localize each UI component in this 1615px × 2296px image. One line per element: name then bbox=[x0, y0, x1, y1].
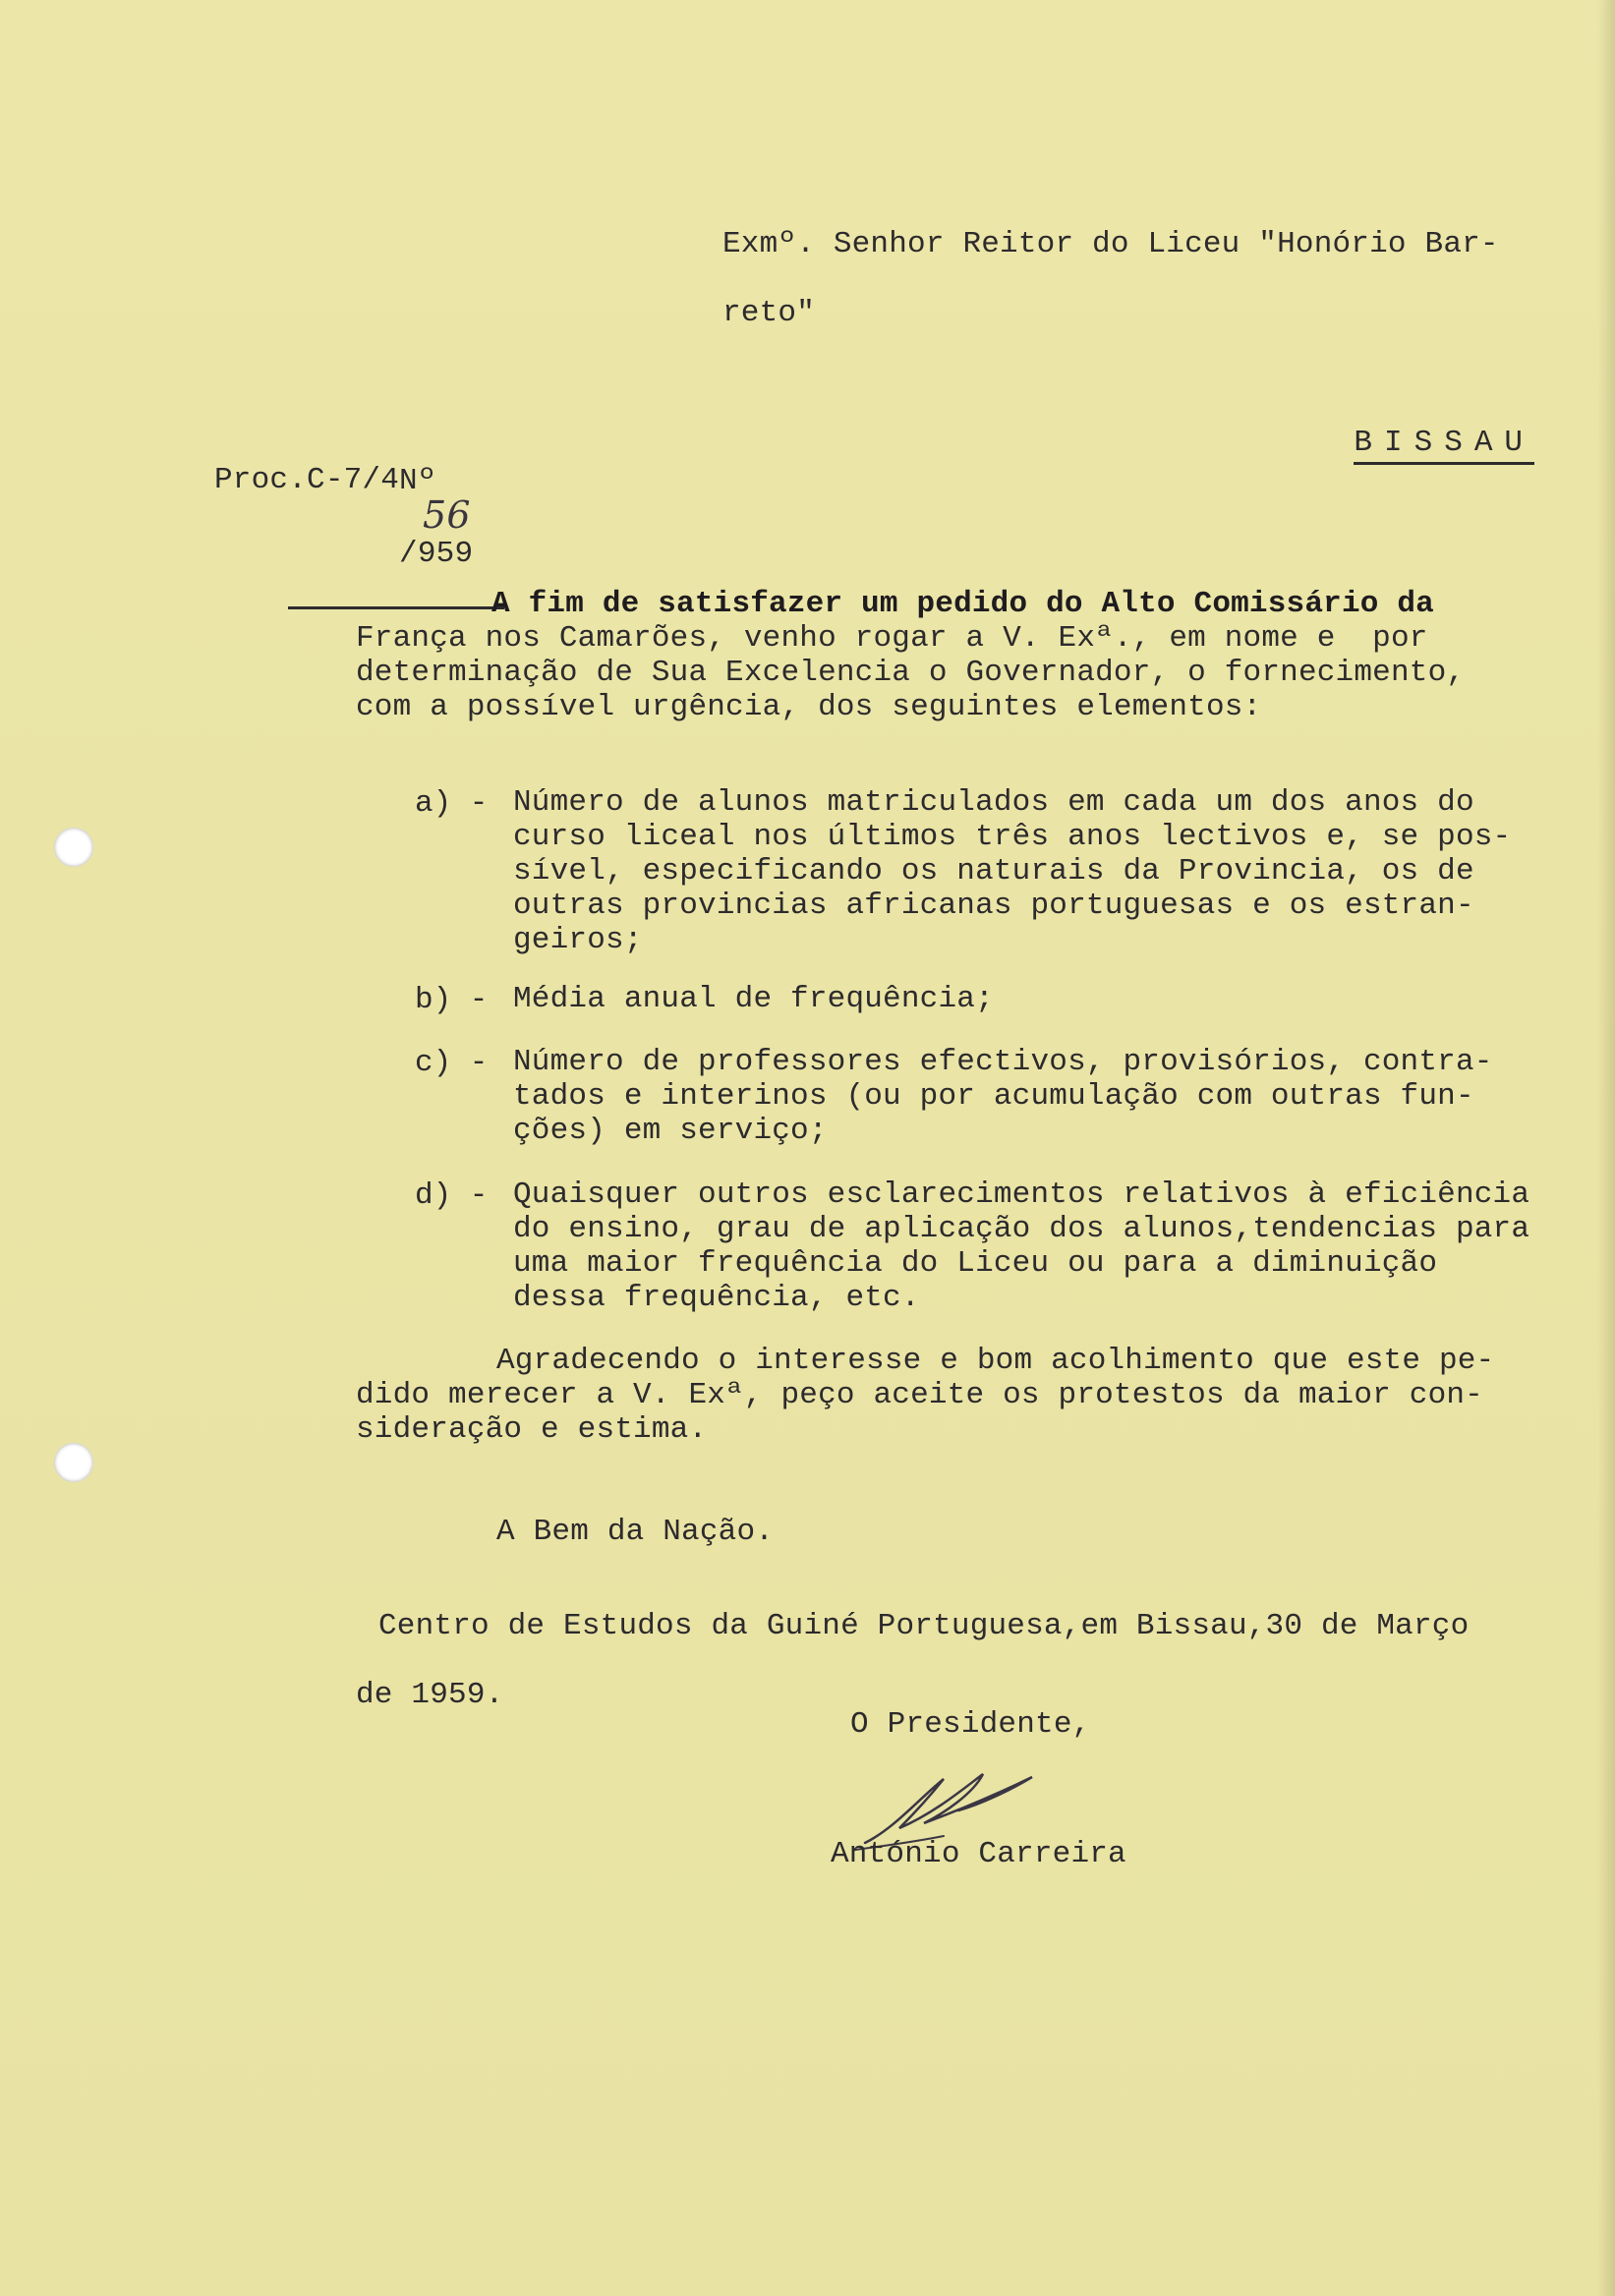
item-d-label: d) - bbox=[415, 1178, 489, 1213]
number-prefix: Nº bbox=[399, 464, 436, 498]
closing-line-1: Agradecendo o interesse e bom acolhimento que este pe- bbox=[496, 1344, 1495, 1378]
city-name: BISSAU bbox=[1354, 426, 1534, 465]
item-a-line-3: sível, especificando os naturais da Provincia, os de bbox=[513, 854, 1474, 889]
place-date-line-1: Centro de Estudos da Guiné Portuguesa,em Bissau,30 de Março bbox=[378, 1609, 1470, 1643]
intro-line-2: França nos Camarões, venho rogar a V. Exª., em nome e por bbox=[356, 621, 1428, 656]
punch-hole-bottom bbox=[54, 1443, 93, 1482]
item-b-label: b) - bbox=[415, 983, 489, 1017]
item-a-line-4: outras provincias africanas portuguesas e os estran- bbox=[513, 889, 1474, 923]
item-d-line-1: Quaisquer outros esclarecimentos relativos à eficiência bbox=[513, 1177, 1530, 1212]
intro-line-3: determinação de Sua Excelencia o Governador, o fornecimento, bbox=[356, 656, 1466, 690]
item-c-line-3: ções) em serviço; bbox=[513, 1114, 828, 1148]
item-c-line-1: Número de professores efectivos, provisórios, contra- bbox=[513, 1045, 1493, 1079]
item-d-line-2: do ensino, grau de aplicação dos alunos,tendencias para bbox=[513, 1212, 1530, 1246]
city-heading bbox=[1234, 393, 1534, 493]
item-c-label: c) - bbox=[415, 1046, 489, 1080]
intro-line-4: com a possível urgência, dos seguintes elementos: bbox=[356, 690, 1262, 724]
item-d-line-4: dessa frequência, etc. bbox=[513, 1281, 920, 1315]
item-c-line-2: tados e interinos (ou por acumulação com outras fun- bbox=[513, 1079, 1474, 1114]
signatory-name: António Carreira bbox=[831, 1837, 1126, 1871]
closing-line-2: dido merecer a V. Exª, peço aceite os protestos da maior con- bbox=[356, 1378, 1483, 1412]
process-reference: Proc.C-7/4 bbox=[214, 463, 400, 497]
item-a-line-5: geiros; bbox=[513, 923, 643, 957]
closing-line-3: sideração e estima. bbox=[356, 1412, 708, 1447]
item-d-line-3: uma maior frequência do Liceu ou para a diminuição bbox=[513, 1246, 1438, 1281]
place-date-line-2: de 1959. bbox=[356, 1678, 504, 1712]
punch-hole-top bbox=[54, 828, 93, 867]
item-b-line-1: Média anual de frequência; bbox=[513, 982, 994, 1016]
reference-number bbox=[214, 398, 504, 643]
number-year: /959 bbox=[399, 537, 474, 571]
item-a-label: a) - bbox=[415, 786, 489, 821]
item-a-line-1: Número de alunos matriculados em cada um dos anos do bbox=[513, 785, 1474, 820]
page-edge-shadow bbox=[1597, 0, 1615, 2296]
addressee-line-2: reto" bbox=[722, 296, 816, 330]
salutation: A Bem da Nação. bbox=[496, 1515, 775, 1549]
item-a-line-2: curso liceal nos últimos três anos lectivos e, se pos- bbox=[513, 820, 1512, 854]
addressee-line-1: Exmº. Senhor Reitor do Liceu "Honório Bar- bbox=[722, 227, 1499, 261]
number-handwritten: 56 bbox=[423, 493, 471, 537]
signoff: O Presidente, bbox=[850, 1707, 1091, 1742]
intro-line-1: A fim de satisfazer um pedido do Alto Comissário da bbox=[491, 587, 1434, 621]
